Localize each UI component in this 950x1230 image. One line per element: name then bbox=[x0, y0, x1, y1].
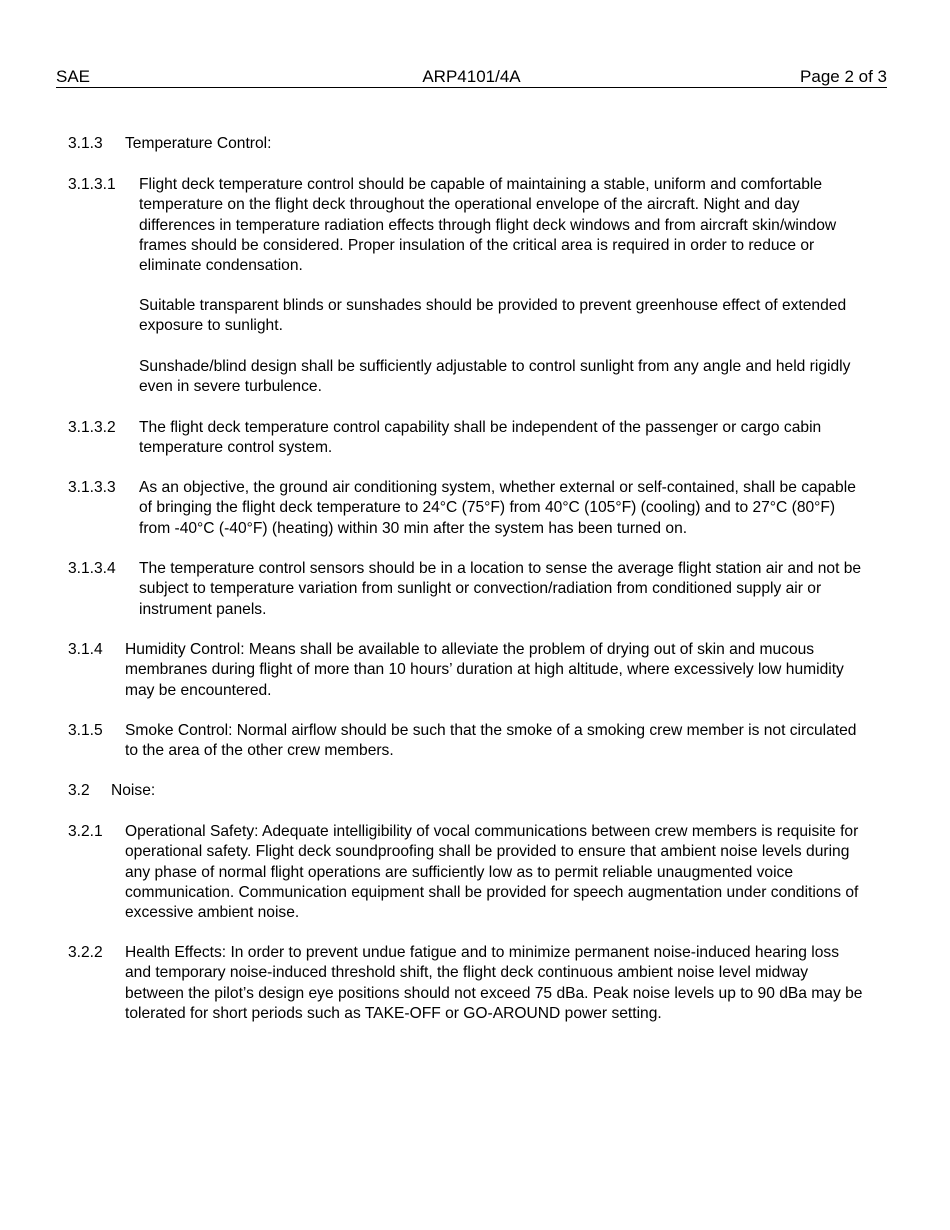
section-text: The flight deck temperature control capability shall be independent of the passenger or cargo cabin temperature control system. bbox=[139, 419, 822, 457]
header-org: SAE bbox=[56, 67, 91, 86]
section-text: Smoke Control: Normal airflow should be such that the smoke of a smoking crew member is not circulated to the area of the other crew members. bbox=[125, 722, 857, 760]
section-heading: Noise: bbox=[111, 782, 156, 799]
section-text: As an objective, the ground air conditioning system, whether external or self-contained, shall be capable of bringing the flight deck temperature to 24°C (75°F) from 40°C (105°F) (cooling) and to 27°C (80°F) from -40°C (-40°F) (heating) within 30 min after the system has been turned on. bbox=[139, 479, 856, 537]
section-number: 3.1.3.4 bbox=[68, 560, 116, 577]
header-page-number: Page 2 of 3 bbox=[800, 67, 887, 86]
section-number: 3.2 bbox=[68, 782, 90, 799]
section-text: Operational Safety: Adequate intelligibility of vocal communications between crew members is requisite for operational safety. Flight deck soundproofing shall be provided to ensure that ambient noise levels during any phase of normal flight operations are sufficiently low as to permit reliable unaugmented voice communication. Communication equipment shall be provided for speech augmentation under conditions of excessive ambient noise. bbox=[125, 823, 859, 922]
section-text: Flight deck temperature control should be capable of maintaining a stable, uniform and comfortable temperature on the flight deck throughout the operational envelope of the aircraft. Night and day differences in temperature radiation effects through flight deck windows and from aircraft skin/window frames should be considered. Proper insulation of the critical area is required in order to reduce or eliminate condensation. bbox=[139, 176, 837, 275]
section-number: 3.1.5 bbox=[68, 722, 103, 739]
section-number: 3.1.3.2 bbox=[68, 419, 116, 436]
section-number: 3.1.3.1 bbox=[68, 176, 116, 193]
section-number: 3.2.1 bbox=[68, 823, 103, 840]
section-number: 3.1.4 bbox=[68, 641, 103, 658]
section-text: The temperature control sensors should be in a location to sense the average flight station air and not be subject to temperature variation from sunlight or convection/radiation from conditioned supply air or instrument panels. bbox=[139, 560, 862, 618]
section-text: Humidity Control: Means shall be available to alleviate the problem of drying out of skin and mucous membranes during flight of more than 10 hours’ duration at high altitude, where excessively low humidity may be encountered. bbox=[125, 641, 844, 699]
section-heading: Temperature Control: bbox=[125, 135, 272, 152]
paragraph-blinds: Suitable transparent blinds or sunshades should be provided to prevent greenhouse effect of extended exposure to sunlight. bbox=[139, 297, 847, 335]
section-number: 3.2.2 bbox=[68, 944, 103, 961]
section-number: 3.1.3 bbox=[68, 135, 103, 152]
section-text: Health Effects: In order to prevent undue fatigue and to minimize permanent noise-induced hearing loss and temporary noise-induced threshold shift, the flight deck continuous ambient noise level midway between the pilot’s design eye positions should not exceed 75 dBa. Peak noise levels up to 90 dBa may be tolerated for short periods such as TAKE-OFF or GO-AROUND power setting. bbox=[125, 944, 863, 1022]
header-doc-number: ARP4101/4A bbox=[422, 67, 521, 86]
page-header bbox=[56, 66, 887, 88]
section-number: 3.1.3.3 bbox=[68, 479, 116, 496]
paragraph-sunshade: Sunshade/blind design shall be sufficiently adjustable to control sunlight from any angle and held rigidly even in severe turbulence. bbox=[139, 358, 851, 396]
